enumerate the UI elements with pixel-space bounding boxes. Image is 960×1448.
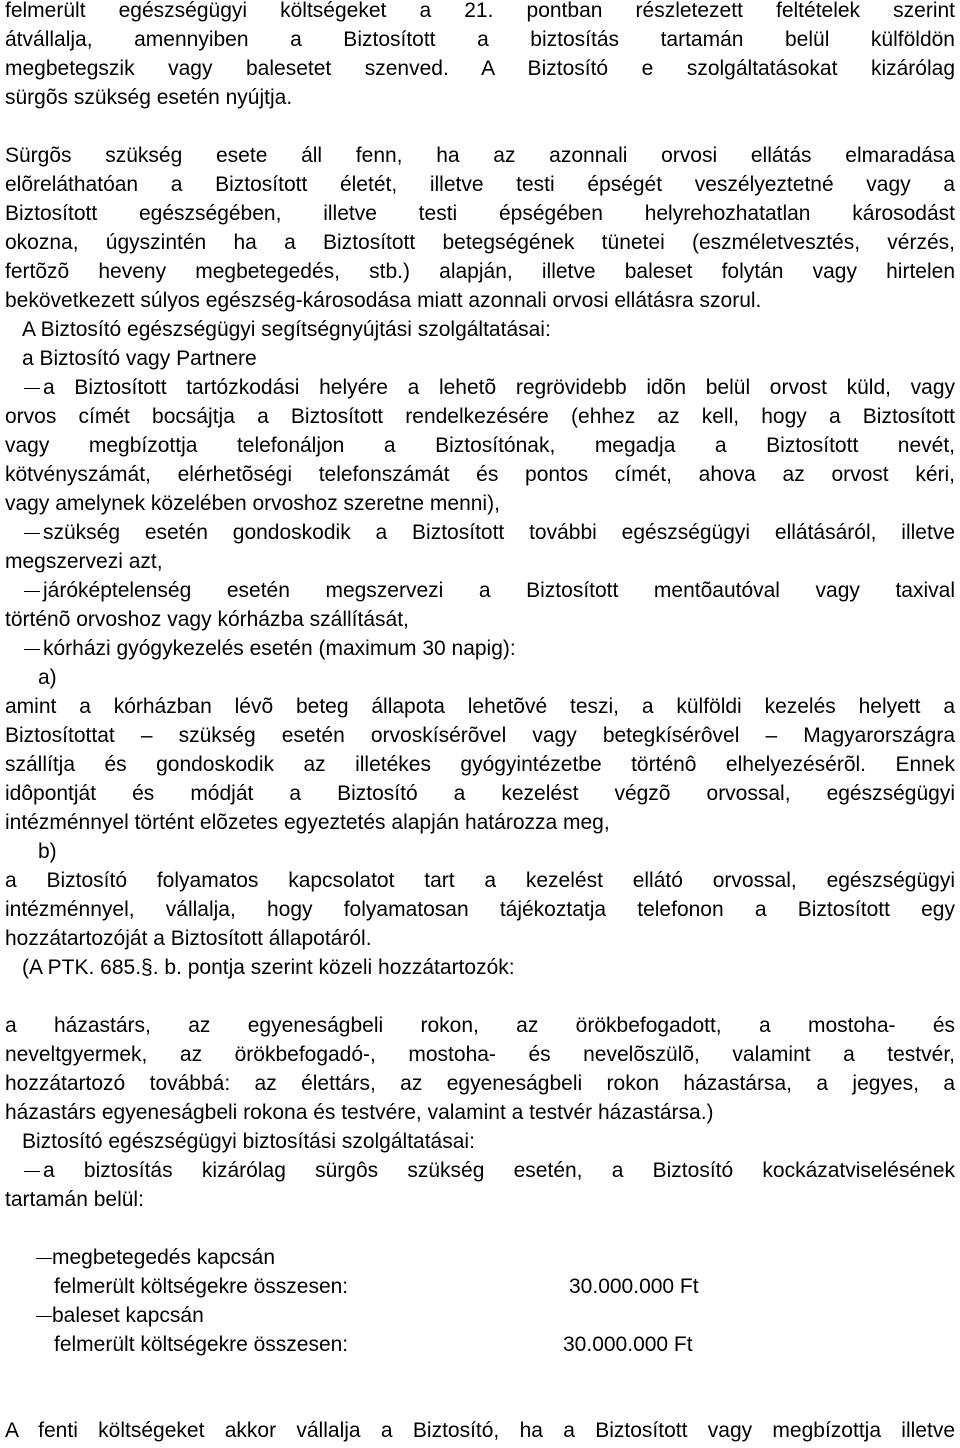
text-line: házastárs egyeneságbeli rokona és testvére, valamint a testvér házastársa.) (5, 1101, 714, 1124)
text-line: járóképtelenség esetén megszervezi a Biztosított mentõautóval vagy taxival (43, 579, 955, 602)
coverage-costs-label: felmerült költségekre összesen: (54, 1333, 349, 1356)
text-line: a Biztosító vagy Partnere (22, 347, 257, 370)
dash-bullet (24, 591, 40, 592)
text-line: megbetegszik vagy balesetet szenved. A Biztosító e szolgáltatásokat kizárólag (5, 57, 955, 80)
text-line: Biztosított egészségében, illetve testi épségében helyrehozhatatlan károsodást (5, 202, 955, 225)
text-line: tartamán belül: (5, 1188, 144, 1211)
dash-bullet (36, 1258, 52, 1259)
text-line: kórházi gyógykezelés esetén (maximum 30 napig): (43, 637, 516, 660)
text-line: történõ orvoshoz vagy kórházba szállítását, (5, 608, 409, 631)
text-line: intézménnyel történt elõzetes egyeztetés alapján határozza meg, (5, 811, 610, 834)
text-line: a Biztosító folyamatos kapcsolatot tart a kezelést ellátó orvossal, egészségügyi (5, 869, 955, 892)
coverage-label: megbetegedés kapcsán (52, 1246, 275, 1269)
text-line: megszervezi azt, (5, 550, 163, 573)
text-line: elõreláthatóan a Biztosított életét, illetve testi épségét veszélyeztetné vagy a (5, 173, 955, 196)
section-heading: A Biztosító egészségügyi segítségnyújtási szolgáltatásai: (22, 318, 551, 341)
text-line: Sürgõs szükség esete áll fenn, ha az azonnali orvosi ellátás elmaradása (5, 144, 955, 167)
text-line: a házastárs, az egyeneságbeli rokon, az örökbefogadott, a mostoha- és (5, 1014, 955, 1037)
text-line: okozna, úgyszintén ha a Biztosított betegségének tünetei (eszméletvesztés, vérzés, (5, 231, 955, 254)
coverage-costs-label: felmerült költségekre összesen: (54, 1275, 349, 1298)
text-line: szükség esetén gondoskodik a Biztosított további egészségügyi ellátásáról, illetve (43, 521, 955, 544)
list-item (22, 634, 955, 663)
text-line: hozzátartozó továbbá: az élettárs, az egyeneságbeli rokon házastársa, a jegyes, a (5, 1072, 955, 1095)
coverage-amount: 30.000.000 Ft (569, 1275, 699, 1298)
text-line: hozzátartozóját a Biztosított állapotáról. (5, 927, 372, 950)
text-line: szállítja és gondoskodik az illetékes gyógyintézetbe történô elhelyezésérõl. Ennek (5, 753, 955, 776)
ptk-note: (A PTK. 685.§. b. pontja szerint közeli hozzátartozók: (22, 956, 515, 979)
text-line: A fenti költségeket akkor vállalja a Biztosító, ha a Biztosított vagy megbízottja illetve (5, 1419, 955, 1442)
text-line: felmerült egészségügyi költségeket a 21. pontban részletezett feltételek szerint (5, 0, 955, 22)
text-line: vagy megbízottja telefonáljon a Biztosítónak, megadja a Biztosított nevét, (5, 434, 955, 457)
text-line: vagy amelynek közelében orvoshoz szeretne menni), (5, 492, 500, 515)
item-label-b: b) (38, 840, 57, 863)
text-line: fertõzõ heveny megbetegedés, stb.) alapján, illetve baleset folytán vagy hirtelen (5, 260, 955, 283)
list-item (22, 576, 955, 605)
list-item (22, 373, 955, 402)
coverage-item (36, 1243, 536, 1272)
text-line: Biztosítottat – szükség esetén orvoskísérõvel vagy betegkísérôvel – Magyarországra (5, 724, 955, 747)
dash-bullet (24, 649, 40, 650)
dash-bullet (24, 533, 40, 534)
list-item (22, 1156, 955, 1185)
text-line: bekövetkezett súlyos egészség-károsodása miatt azonnali orvosi ellátásra szorul. (5, 289, 762, 312)
text-line: a biztosítás kizárólag sürgôs szükség esetén, a Biztosító kockázatviselésének (43, 1159, 955, 1182)
coverage-item (36, 1301, 536, 1330)
text-line: sürgõs szükség esetén nyújtja. (5, 86, 293, 109)
text-line: amint a kórházban lévõ beteg állapota lehetõvé teszi, a külföldi kezelés helyett a (5, 695, 955, 718)
text-line: orvos címét bocsájtja a Biztosított rendelkezésére (ehhez az kell, hogy a Biztosított (5, 405, 955, 428)
dash-bullet (36, 1316, 52, 1317)
coverage-label: baleset kapcsán (52, 1304, 204, 1327)
text-line: a Biztosított tartózkodási helyére a lehetõ regrövidebb idõn belül orvost küld, vagy (43, 376, 955, 399)
section-heading: Biztosító egészségügyi biztosítási szolgáltatásai: (22, 1130, 475, 1153)
coverage-amount: 30.000.000 Ft (563, 1333, 693, 1356)
text-line: átvállalja, amennyiben a Biztosított a biztosítás tartamán belül külföldön (5, 28, 955, 51)
list-item (22, 518, 955, 547)
text-line: idôpontját és módját a Biztosító a kezelést végzõ orvossal, egészségügyi (5, 782, 955, 805)
dash-bullet (24, 1171, 40, 1172)
text-line: neveltgyermek, az örökbefogadó-, mostoha- és nevelõszülõ, valamint a testvér, (5, 1043, 955, 1066)
dash-bullet (24, 388, 40, 389)
text-line: kötvényszámát, elérhetõségi telefonszámát és pontos címét, ahova az orvost kéri, (5, 463, 955, 486)
text-line: intézménnyel, vállalja, hogy folyamatosan tájékoztatja telefonon a Biztosított egy (5, 898, 955, 921)
item-label-a: a) (38, 666, 57, 689)
